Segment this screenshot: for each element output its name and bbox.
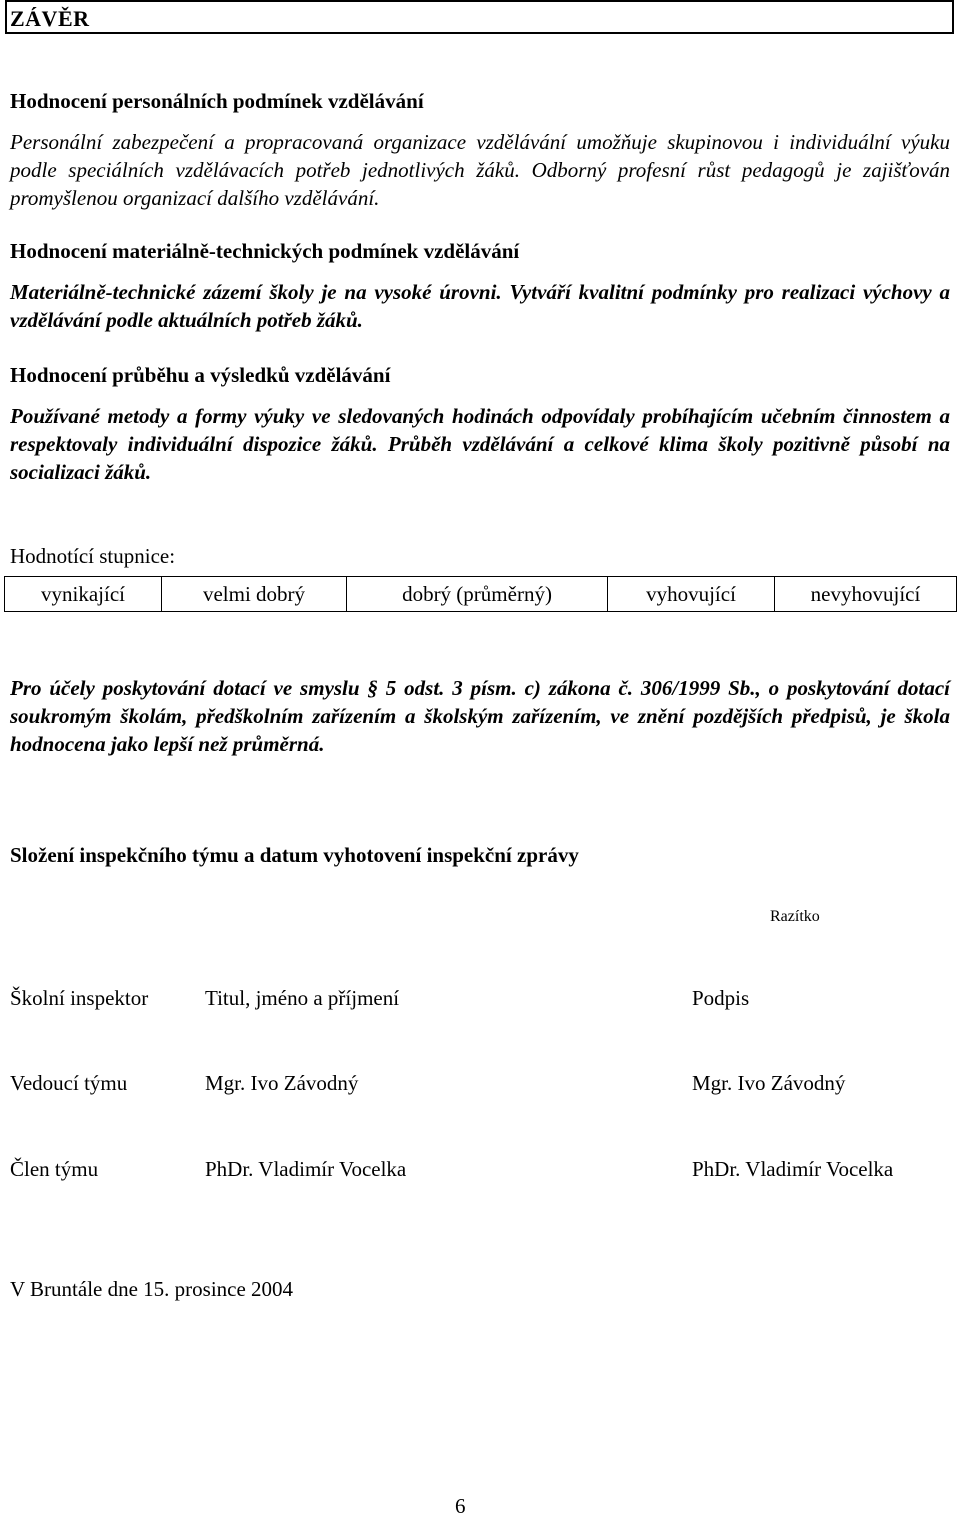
scale-label: Hodnotící stupnice: [10, 544, 176, 568]
paragraph-progress [10, 402, 950, 486]
team-role: Vedoucí týmu [10, 1071, 128, 1095]
team-role: Člen týmu [10, 1157, 99, 1181]
paragraph-material-text-2: Vytváří kvalitní podmínky pro realizaci výchovy a vzdělávání podle aktuálních potřeb žáků. [10, 280, 950, 332]
scale-item: dobrý (průměrný) [347, 577, 608, 612]
conclusion-text-2: , o poskytování dotací soukromým školám, předškolním zařízením a školským zařízením, ve znění pozdějších předpisů, je škola hodnocena jako lepší než průměrná. [10, 676, 950, 756]
paragraph-progress-text-1: Používané metody a formy výuky ve sledovaných hodinách odpovídaly probíhajícím učebním činnostem a respektovaly individuální dispozice žáků. [10, 404, 950, 456]
conclusion-paragraph [10, 674, 950, 758]
scale-item: vynikající [5, 577, 162, 612]
rating-scale-table [4, 576, 957, 612]
paragraph-material [10, 278, 950, 334]
team-name-header: Titul, jméno a příjmení [205, 986, 400, 1010]
team-member-name: PhDr. Vladimír Vocelka [205, 1157, 407, 1181]
heading-team: Složení inspekčního týmu a datum vyhotovení inspekční zprávy [10, 843, 579, 867]
team-signature-header: Podpis [692, 986, 750, 1010]
scale-item: velmi dobrý [162, 577, 347, 612]
section-title: ZÁVĚR [10, 6, 90, 31]
scale-item: nevyhovující [775, 577, 957, 612]
paragraph-personnel-text-1: Personální zabezpečení a propracovaná organizace vzdělávání umožňuje skupinovou i individuální výuku podle speciálních vzdělávacích potřeb jednotlivých žáků. [10, 130, 950, 182]
paragraph-progress-text-2: Průběh vzdělávání a celkové klima školy pozitivně působí na socializaci žáků. [10, 432, 950, 484]
section-header-box [5, 0, 954, 34]
paragraph-material-text-1: Materiálně-technické zázemí školy je na vysoké úrovni. [10, 280, 502, 304]
team-member-name: Mgr. Ivo Závodný [205, 1071, 359, 1095]
paragraph-personnel-text-2: Odborný profesní růst pedagogů je zajišťován promyšlenou organizací dalšího vzdělávání. [10, 158, 951, 210]
conclusion-law-ref: 5 odst. 3 písm. c) zákona č. 306/1999 Sb. [385, 676, 756, 700]
heading-material: Hodnocení materiálně-technických podmínek vzdělávání [10, 239, 520, 263]
team-member-signature: PhDr. Vladimír Vocelka [692, 1157, 894, 1181]
heading-personnel: Hodnocení personálních podmínek vzdělávání [10, 89, 424, 113]
scale-item: vyhovující [608, 577, 775, 612]
team-member-signature: Mgr. Ivo Závodný [692, 1071, 846, 1095]
paragraph-sign: § [367, 676, 378, 700]
place-date: V Bruntále dne 15. prosince 2004 [10, 1277, 294, 1301]
heading-progress: Hodnocení průběhu a výsledků vzdělávání [10, 363, 391, 387]
paragraph-personnel [10, 128, 950, 212]
stamp-label: Razítko [770, 908, 820, 925]
page-number: 6 [455, 1494, 466, 1518]
team-role-header: Školní inspektor [10, 986, 149, 1010]
conclusion-text-1: Pro účely poskytování dotací ve smyslu [10, 676, 360, 700]
